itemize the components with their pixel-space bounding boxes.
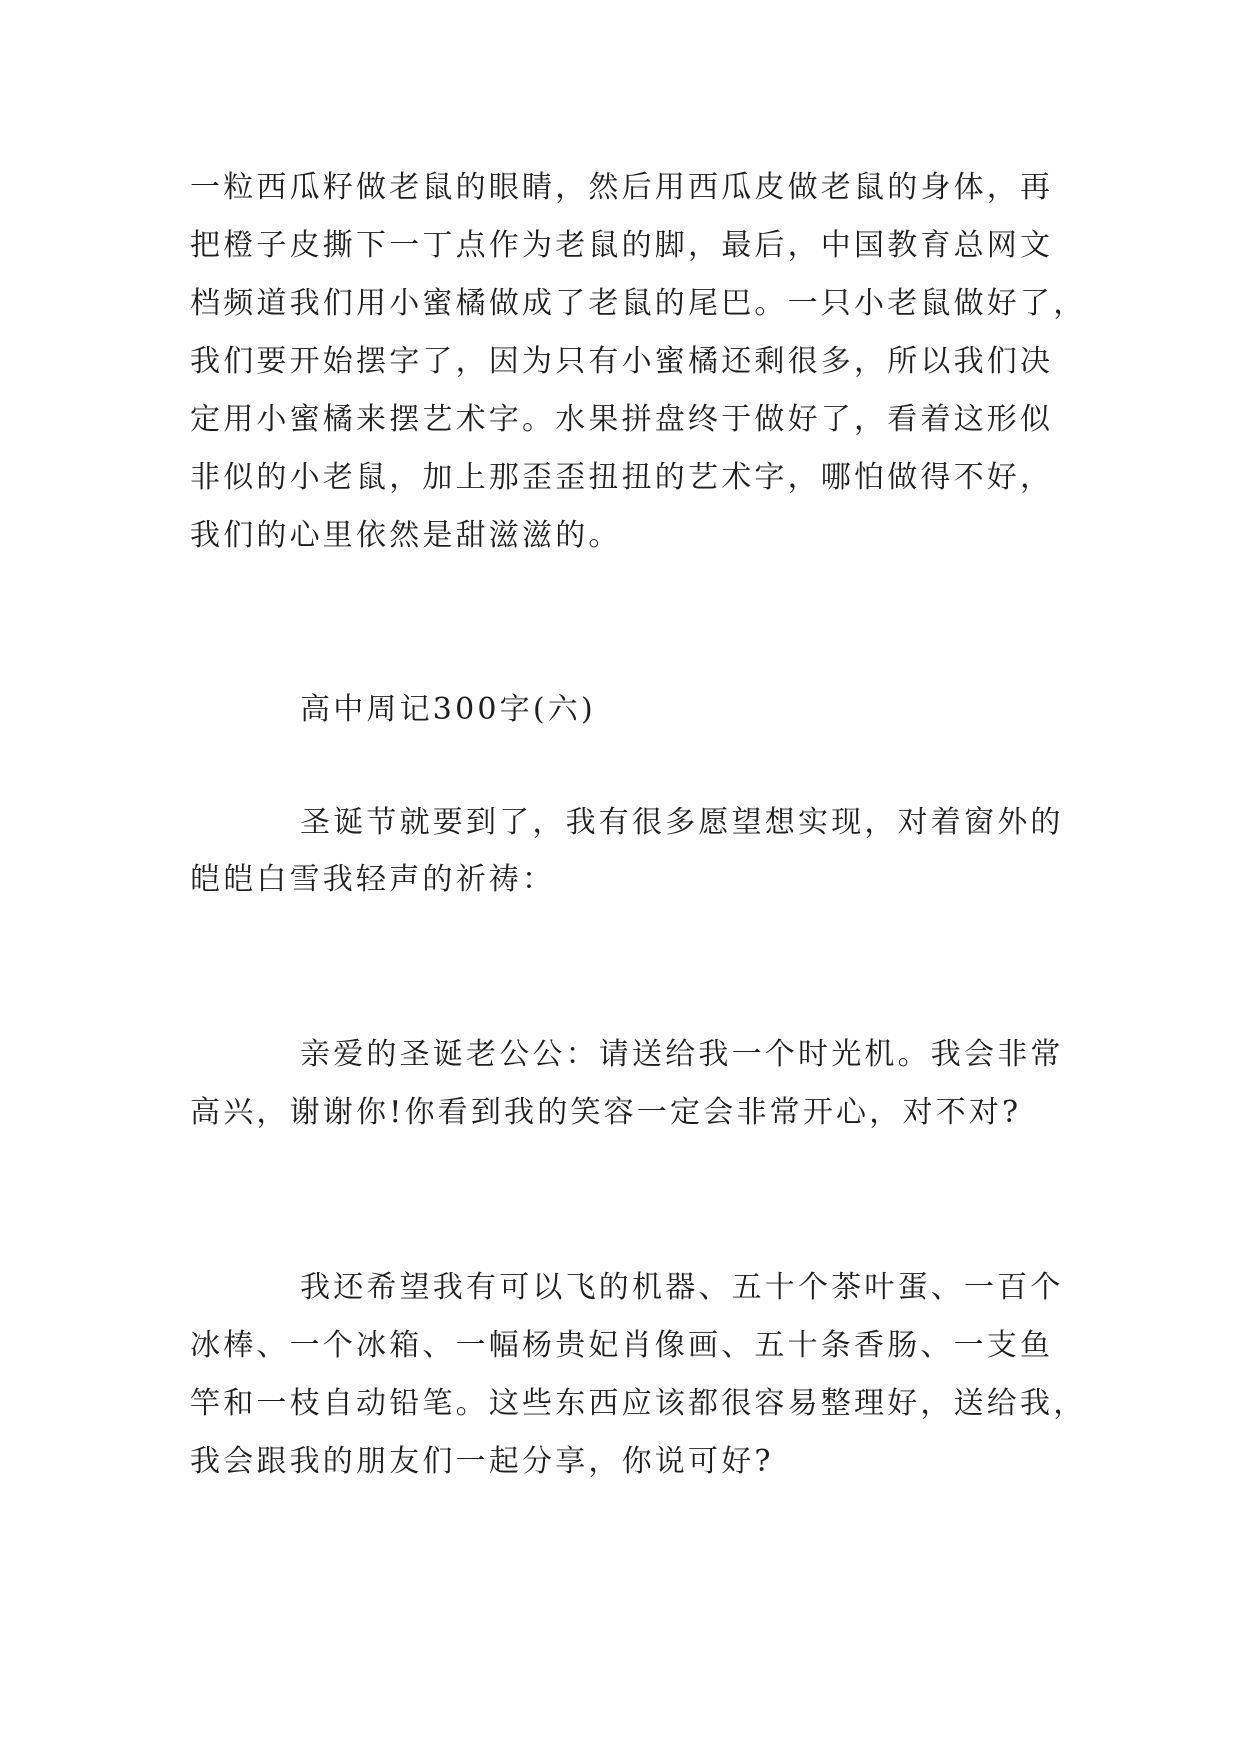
text-line: 一粒西瓜籽做老鼠的眼睛，然后用西瓜皮做老鼠的身体，再 xyxy=(190,170,1054,205)
text-line: 皑皑白雪我轻声的祈祷： xyxy=(190,862,556,897)
text-line: 我们的心里依然是甜滋滋的。 xyxy=(190,518,622,553)
text-line: 亲爱的圣诞老公公：请送给我一个时光机。我会非常 xyxy=(300,1037,1064,1072)
text-line: 我们要开始摆字了，因为只有小蜜橘还剩很多，所以我们决 xyxy=(190,344,1054,379)
text-line: 我会跟我的朋友们一起分享，你说可好? xyxy=(190,1444,774,1479)
text-line: 档频道我们用小蜜橘做成了老鼠的尾巴。一只小老鼠做好了， xyxy=(190,286,1087,321)
text-line: 圣诞节就要到了，我有很多愿望想实现，对着窗外的 xyxy=(300,805,1064,840)
text-line: 非似的小老鼠，加上那歪歪扭扭的艺术字，哪怕做得不好， xyxy=(190,460,1054,495)
text-line: 高兴，谢谢你!你看到我的笑容一定会非常开心，对不对? xyxy=(190,1095,1022,1130)
text-line: 我还希望我有可以飞的机器、五十个茶叶蛋、一百个 xyxy=(300,1270,1064,1305)
text-line: 竿和一枝自动铅笔。这些东西应该都很容易整理好，送给我， xyxy=(190,1386,1087,1421)
text-line: 把橙子皮撕下一丁点作为老鼠的脚，最后，中国教育总网文 xyxy=(190,228,1054,263)
text-line: 定用小蜜橘来摆艺术字。水果拼盘终于做好了，看着这形似 xyxy=(190,402,1054,437)
text-line: 冰棒、一个冰箱、一幅杨贵妃肖像画、五十条香肠、一支鱼 xyxy=(190,1328,1054,1363)
section-heading: 高中周记300字(六) xyxy=(300,692,596,727)
